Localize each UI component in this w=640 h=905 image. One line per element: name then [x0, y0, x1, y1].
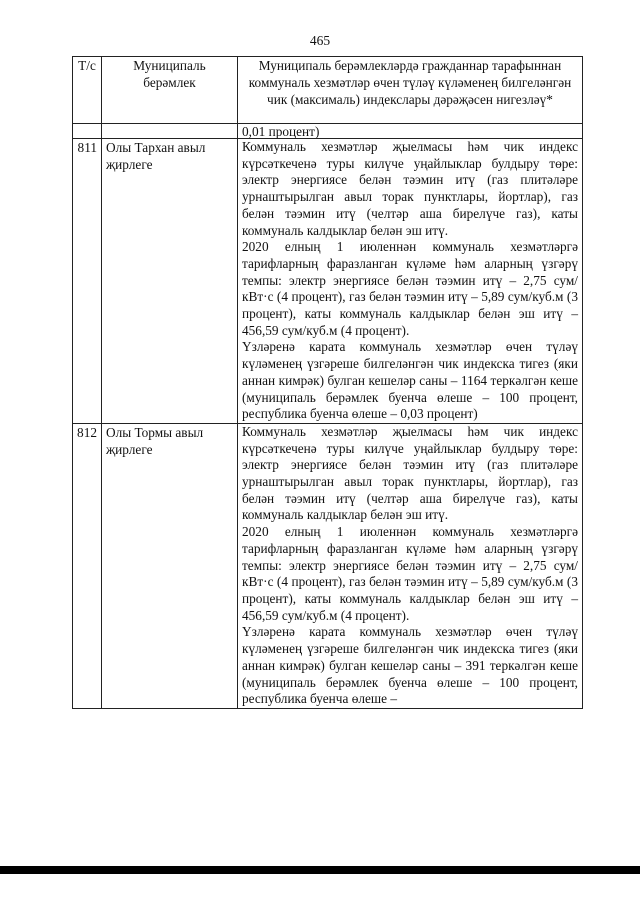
continuation-text: 0,01 процент) [242, 124, 320, 138]
header-justification: Муниципаль берәмлекләрдә гражданнар тарафыннан коммуналь хезмәтләр өчен түләү күләменең билгеләнгән чик (максималь) индекслары дәрәҗәсен нигезләү* [238, 57, 583, 124]
population-paragraph: Үзләренә карата коммуналь хезмәтләр өчен түләү күләменең үзгәреше билгеләнгән чик индекска тигез (яки аннан кимрәк) булган кешеләр саны – 1164 теркәлгән кеше (муниципаль берәмлек буенча өлеше – 100 процент, республика буенча өлеше – 0,03 процент) [242, 339, 578, 422]
municipality-name: Олы Тормы авыл җирлеге [102, 423, 238, 708]
table-row [73, 423, 583, 708]
justification-cell [238, 139, 583, 424]
tariffs-paragraph: 2020 елның 1 июленнән коммуналь хезмәтләргә тарифларның фаразланган күләме һәм аларның үзгәрү темпы: электр энергиясе белән тәэмин итү – 2,75 сум/кВт·с (4 процент), газ белән тәэмин итү – 5,89 сум/куб.м (3 процент), каты коммуналь калдыклар белән эш итү – 456,59 сум/куб.м (4 процент). [242, 524, 578, 623]
table-row [73, 139, 583, 424]
population-paragraph: Үзләренә карата коммуналь хезмәтләр өчен түләү күләменең үзгәреше билгеләнгән чик индекска тигез (яки аннан кимрәк) булган кешеләр саны – 391 теркәлгән кеше (муниципаль берәмлек буенча өлеше – 100 процент, республика буенча өлеше – [242, 624, 578, 707]
continuation-num-cell [73, 124, 102, 139]
header-municipality: Муниципаль берәмлек [102, 57, 238, 124]
continuation-desc-cell [238, 124, 583, 139]
services-paragraph: Коммуналь хезмәтләр җыелмасы һәм чик индекс күрсәткеченә туры килүче уңайлыклар булдыру төре: электр энергиясе белән тәэмин итү (газ плитәләре урнаштырылган авыл торак пунктлары, йортлар), газ белән тәэмин итү (челтәр аша бирелүче газ), каты коммуналь калдыклар белән эш итү. [242, 423, 578, 523]
row-number: 811 [73, 139, 102, 424]
tariffs-paragraph: 2020 елның 1 июленнән коммуналь хезмәтләргә тарифларның фаразланган күләме һәм аларның үзгәрү темпы: электр энергиясе белән тәэмин итү – 2,75 сум/кВт·с (4 процент), газ белән тәэмин итү – 5,89 сум/куб.м (3 процент), каты коммуналь калдыклар белән эш итү – 456,59 сум/куб.м (4 процент). [242, 239, 578, 338]
table-header-row [73, 57, 583, 124]
header-number: Т/с [73, 57, 102, 124]
municipality-name: Олы Тархан авыл җирлеге [102, 139, 238, 424]
row-number: 812 [73, 423, 102, 708]
page-number: 465 [309, 33, 331, 48]
services-paragraph: Коммуналь хезмәтләр җыелмасы һәм чик индекс күрсәткеченә туры килүче уңайлыклар булдыру төре: электр энергиясе белән тәэмин итү (газ плитәләре урнаштырылган авыл торак пунктлары, йортлар), газ белән тәэмин итү (челтәр аша бирелүче газ), каты коммуналь калдыклар белән эш итү. [242, 139, 578, 238]
justification-cell [238, 423, 583, 708]
scan-bottom-edge [0, 866, 640, 874]
continuation-name-cell [102, 124, 238, 139]
tariff-index-table [72, 56, 583, 709]
continuation-row [73, 124, 583, 139]
